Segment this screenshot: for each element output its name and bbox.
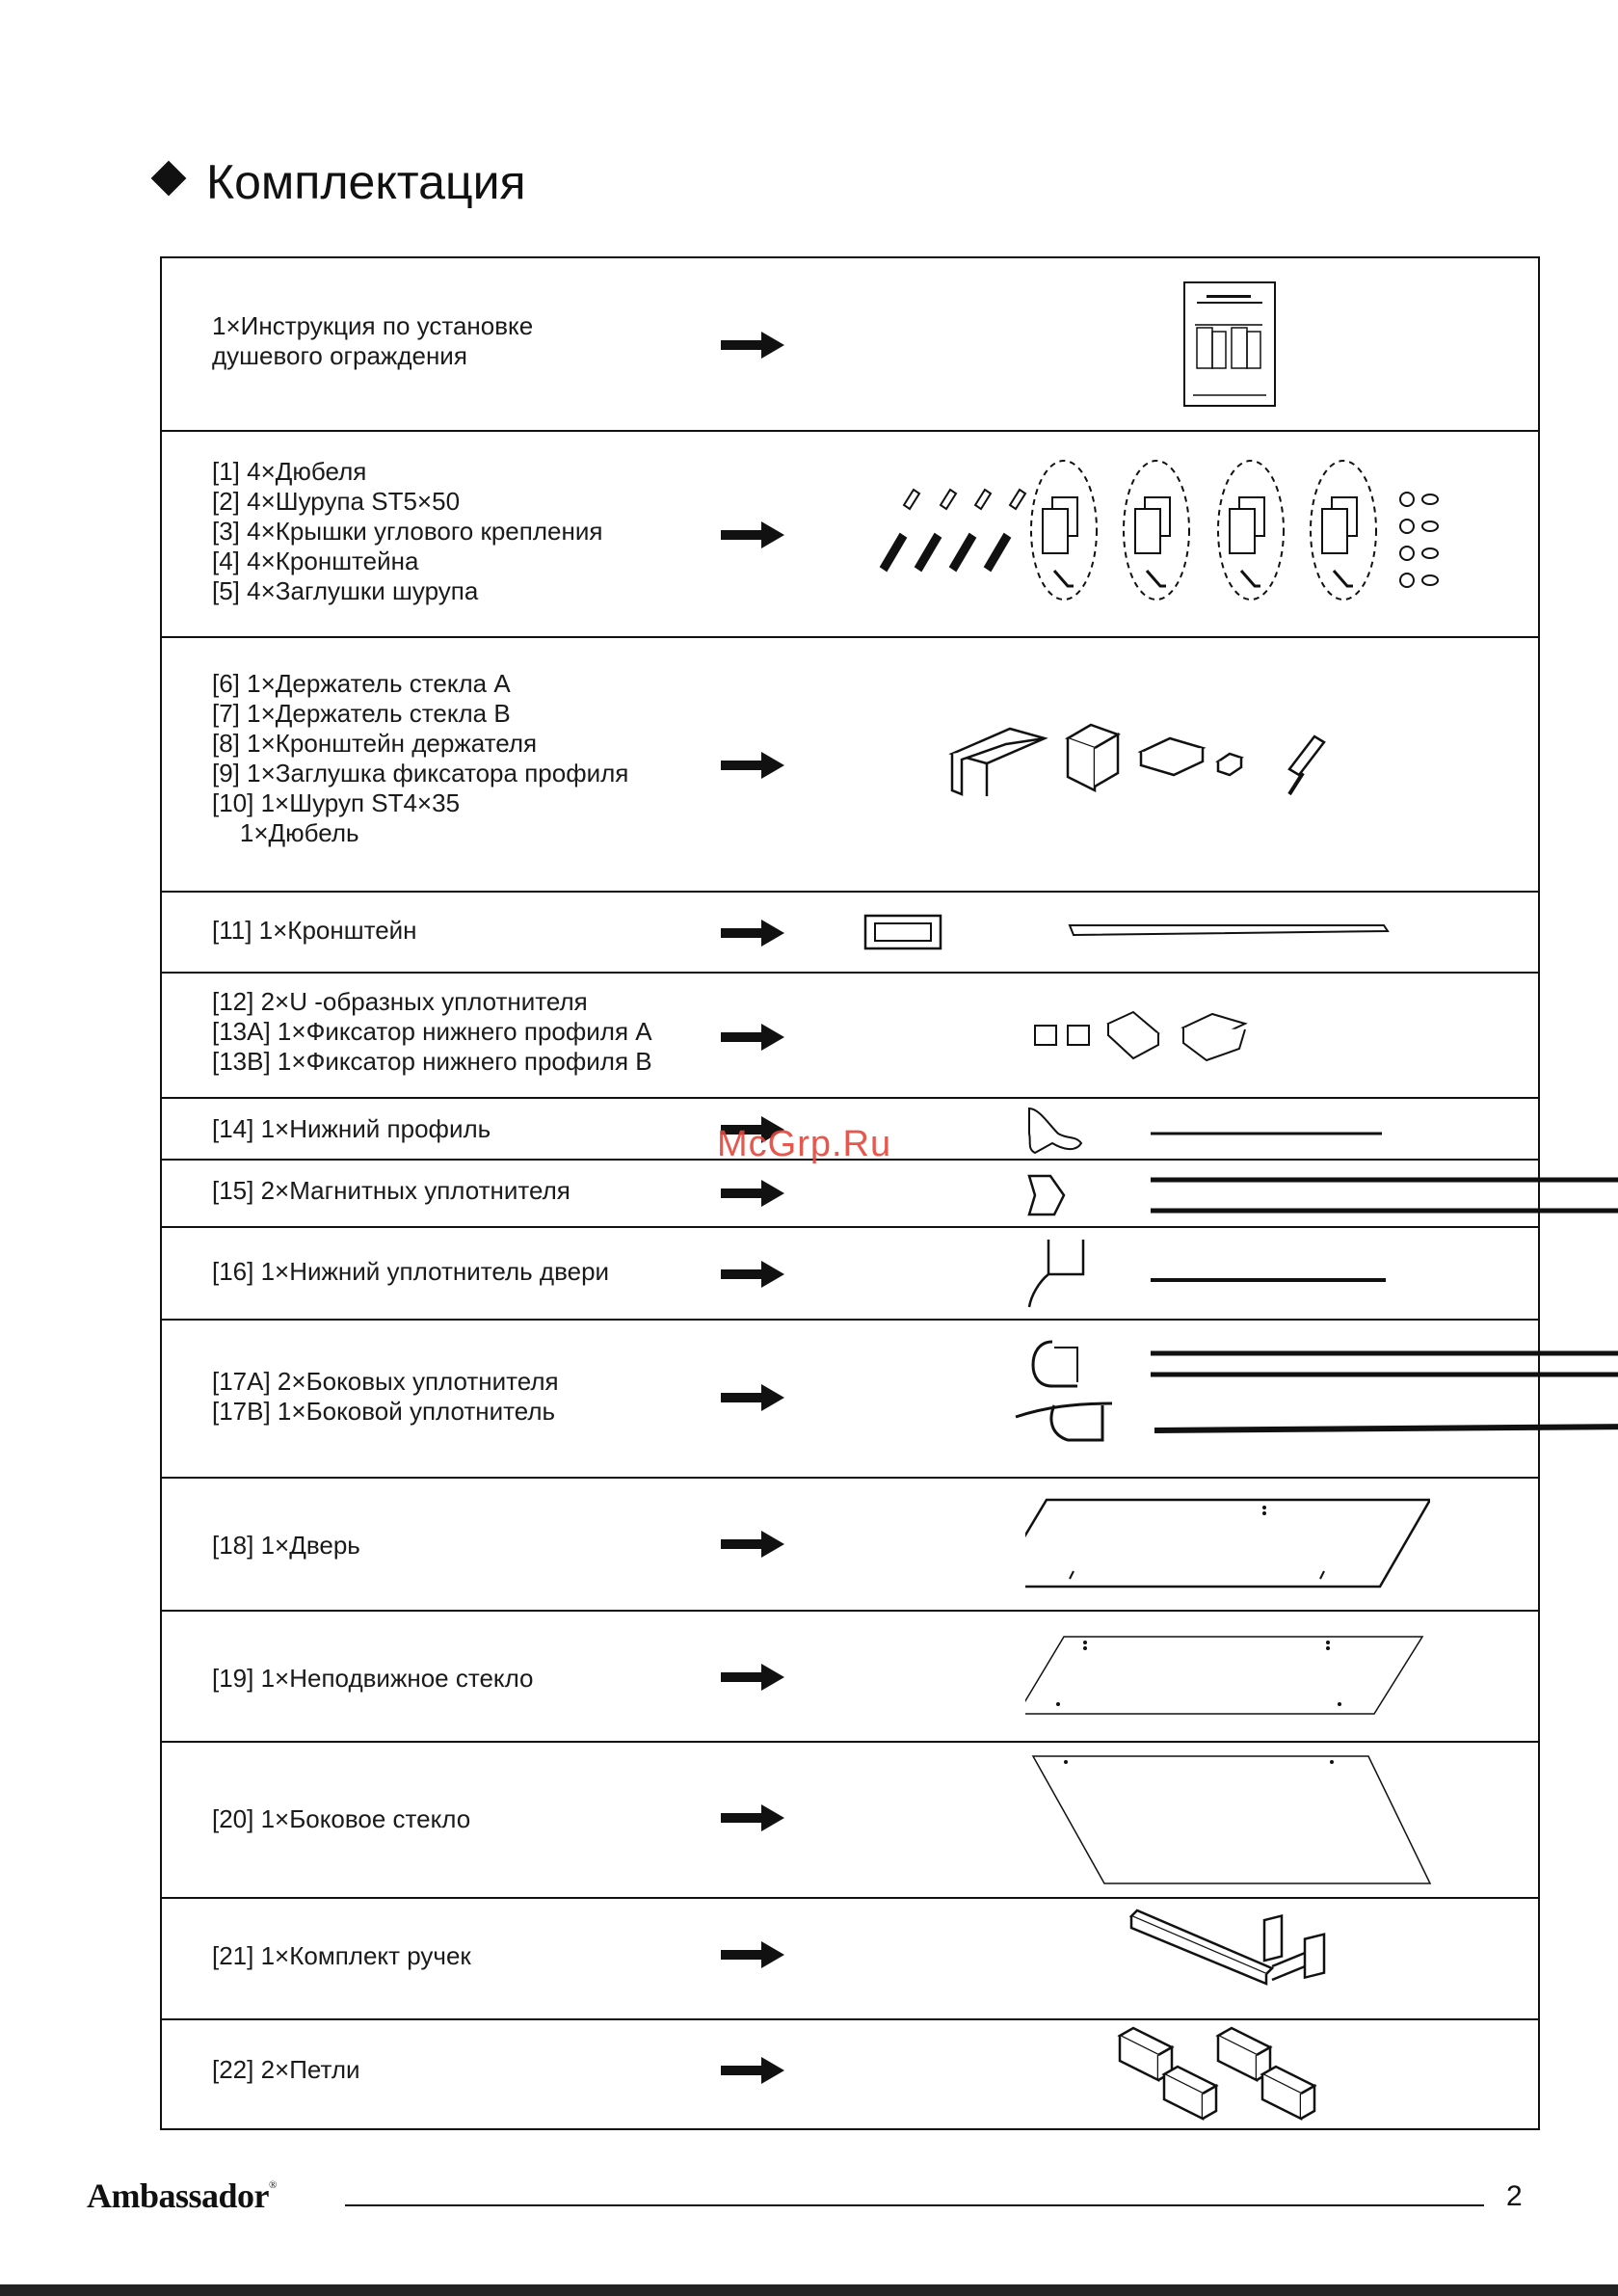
glass-holder-kit-icon bbox=[942, 706, 1405, 831]
arrow-icon bbox=[721, 1261, 784, 1288]
brand-name: Ambassador bbox=[87, 2176, 270, 2215]
item-text: [21] 1×Комплект ручек bbox=[212, 1941, 471, 1970]
arrow-icon bbox=[721, 1531, 784, 1558]
table-row bbox=[162, 1612, 1538, 1743]
item-text: [17A] 2×Боковых уплотнителя [17B] 1×Боковой уплотнитель bbox=[212, 1367, 559, 1426]
table-row bbox=[162, 432, 1538, 638]
arrow-icon bbox=[721, 1941, 784, 1968]
item-text: [22] 2×Петли bbox=[212, 2055, 360, 2084]
handle-set-icon bbox=[1126, 1909, 1347, 2015]
item-text: [16] 1×Нижний уплотнитель двери bbox=[212, 1257, 610, 1286]
bottom-profile-icon bbox=[865, 1105, 1405, 1159]
arrow-icon bbox=[721, 1664, 784, 1691]
item-text: [11] 1×Кронштейн bbox=[212, 916, 417, 945]
hinges-icon bbox=[1112, 2026, 1363, 2124]
bracket-bar-icon bbox=[863, 912, 1557, 952]
arrow-icon bbox=[721, 1384, 784, 1411]
item-text: [20] 1×Боковое стекло bbox=[212, 1804, 471, 1833]
table-row bbox=[162, 1321, 1538, 1479]
table-row bbox=[162, 974, 1538, 1099]
item-text: [6] 1×Держатель стекла A [7] 1×Держатель стекла B [8] 1×Кронштейн держателя [9] 1×Заглушка фиксатора профиля [10] 1×Шуруп ST4×35 1×Дюбель bbox=[212, 669, 629, 847]
item-text: [19] 1×Неподвижное стекло bbox=[212, 1664, 534, 1693]
door-glass-icon bbox=[1025, 1496, 1430, 1596]
brand-logo bbox=[87, 2176, 277, 2216]
item-text: [14] 1×Нижний профиль bbox=[212, 1114, 491, 1143]
arrow-icon bbox=[721, 332, 784, 359]
bottom-band bbox=[0, 2284, 1618, 2296]
arrow-icon bbox=[721, 752, 784, 779]
table-row bbox=[162, 1479, 1538, 1612]
item-text: [15] 2×Магнитных уплотнителя bbox=[212, 1176, 570, 1205]
page-number: 2 bbox=[1506, 2180, 1523, 2212]
magnetic-seal-icon bbox=[865, 1166, 1618, 1224]
arrow-icon bbox=[721, 1804, 784, 1831]
profile-fixers-icon bbox=[1029, 999, 1357, 1076]
trademark-symbol: ® bbox=[269, 2179, 277, 2191]
item-text: [12] 2×U -образных уплотнителя [13A] 1×Фиксатор нижнего профиля A [13B] 1×Фиксатор нижнего профиля B bbox=[212, 987, 652, 1076]
item-text: [1] 4×Дюбеля [2] 4×Шурупа ST5×50 [3] 4×Крышки углового крепления [4] 4×Кронштейна [5] 4×Заглушки шурупа bbox=[212, 457, 603, 605]
page-title-text: Комплектация bbox=[206, 155, 526, 209]
table-row bbox=[162, 893, 1538, 974]
watermark: McGrp.Ru bbox=[717, 1124, 892, 1164]
footer-divider bbox=[345, 2204, 1484, 2206]
arrow-icon bbox=[721, 1024, 784, 1051]
arrow-icon bbox=[721, 521, 784, 548]
table-row bbox=[162, 2020, 1538, 2128]
manual-booklet-icon bbox=[1183, 281, 1276, 407]
item-text: [18] 1×Дверь bbox=[212, 1531, 360, 1560]
parts-table bbox=[160, 256, 1540, 2130]
page-title bbox=[156, 154, 526, 210]
table-row bbox=[162, 1899, 1538, 2020]
fixed-glass-icon bbox=[1025, 1635, 1430, 1718]
table-row bbox=[162, 1161, 1538, 1228]
arrow-icon bbox=[721, 2057, 784, 2084]
door-bottom-seal-icon bbox=[865, 1236, 1405, 1313]
arrow-icon bbox=[721, 920, 784, 947]
side-glass-icon bbox=[1025, 1752, 1440, 1887]
diamond-bullet-icon bbox=[151, 161, 187, 197]
wall-mount-kit-icon bbox=[862, 459, 1488, 613]
table-row bbox=[162, 258, 1538, 432]
table-row bbox=[162, 1228, 1538, 1321]
arrow-icon bbox=[721, 1180, 784, 1207]
item-text: 1×Инструкция по установке душевого ограждения bbox=[212, 311, 534, 370]
side-seal-icon bbox=[865, 1338, 1618, 1463]
table-row bbox=[162, 638, 1538, 893]
table-row bbox=[162, 1743, 1538, 1899]
